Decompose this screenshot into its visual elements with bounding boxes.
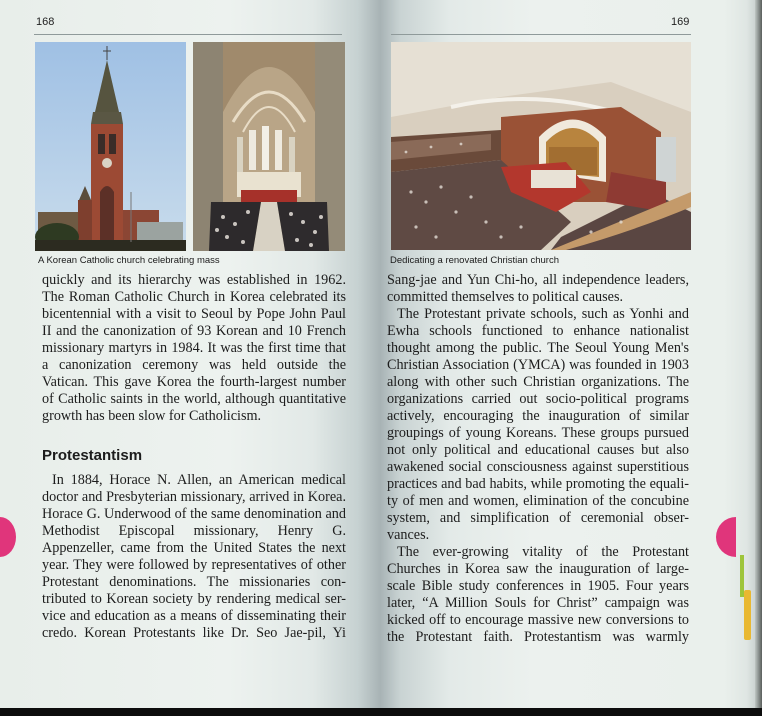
- text-line: The ever-growing vitality of the Protestant: [397, 544, 689, 560]
- text-line: committed themselves to political causes.: [387, 289, 624, 305]
- text-line: kicked off to encourage massive new conversions to: [387, 612, 689, 628]
- text-line: Christian Association (YMCA) was founded in 1903: [387, 357, 689, 373]
- text-line: vances.: [387, 527, 430, 543]
- text-line: The Roman Catholic Church in Korea celebrated its: [42, 289, 346, 305]
- text-line: quickly and its hierarchy was established in 1962.: [42, 272, 346, 288]
- text-line: ty of men and women, elimination of the concubine: [387, 493, 689, 509]
- text-line: missionary martyrs in 1984. It was the first time that: [42, 340, 346, 356]
- text-line: Appenzeller, came from the United States the next: [42, 540, 346, 556]
- cathedral-exterior-image: [35, 42, 186, 251]
- text-line: doctor and Presbyterian missionary, arrived in Korea.: [42, 489, 346, 505]
- text-line: tributed to Korean society by rendering medical ser-: [42, 591, 346, 607]
- text-line: In 1884, Horace N. Allen, an American medical: [52, 472, 346, 488]
- cathedral-interior-image: [193, 42, 345, 251]
- text-line: system, and simplification of ceremonial obser-: [387, 510, 689, 526]
- left-page: [0, 0, 381, 708]
- text-line: the Protestant faith. Protestantism was warmly: [387, 629, 689, 645]
- text-line: thought among the public. The Seoul Young Men's: [387, 340, 689, 356]
- text-line: Methodist Episcopal missionary, Henry G.: [42, 523, 346, 539]
- right-page: [381, 0, 762, 708]
- text-line: awakened social consciousness against superstitious: [387, 459, 689, 475]
- text-line: credo. Korean Protestants like Dr. Seo Jae-pil, Yi: [42, 625, 346, 641]
- section-heading: Protestantism: [42, 447, 143, 464]
- photo-caption: Dedicating a renovated Christian church: [390, 255, 559, 266]
- text-line: groupings of young Koreans. These groups pursued: [387, 425, 689, 441]
- text-line: later, “A Million Souls for Christ” campaign was: [387, 595, 689, 611]
- text-line: not only political and educational causes but also: [387, 442, 689, 458]
- header-rule: [34, 34, 342, 35]
- body-paragraph: [387, 272, 689, 646]
- text-line: Ewha schools functioned to enhance nationalist: [387, 323, 689, 339]
- page-edge: [755, 0, 762, 708]
- text-line: The Protestant private schools, such as Yonhi and: [397, 306, 689, 322]
- text-line: growth has been slow for Catholicism.: [42, 408, 262, 424]
- church-interior-photo: [391, 42, 691, 250]
- text-line: actively, encouraging the inauguration of similar: [387, 408, 689, 424]
- text-line: practices and bad habits, while promoting the equali-: [387, 476, 689, 492]
- page-number: 168: [36, 16, 55, 28]
- page-number: 169: [671, 16, 690, 28]
- text-line: year. They were followed by representatives of other: [42, 557, 346, 573]
- text-line: a canonization ceremony was held outside the: [42, 357, 346, 373]
- cathedral-exterior-photo: [35, 42, 186, 251]
- text-line: Horace G. Underwood of the same denomination and: [42, 506, 346, 522]
- section-tab-marker-yellow: [744, 590, 751, 640]
- text-line: II and the canonization of 93 Korean and 10 French: [42, 323, 346, 339]
- text-line: of Catholic saints in the world, although quantitative: [42, 391, 346, 407]
- text-line: Vatican. This gave Korea the fourth-largest number: [42, 374, 346, 390]
- text-line: organizations carried out socio-political programs: [387, 391, 689, 407]
- church-interior-image: [391, 42, 691, 250]
- text-line: Protestant denominations. The missionaries con-: [42, 574, 346, 590]
- body-paragraph: [42, 472, 346, 642]
- text-line: Sang-jae and Yun Chi-ho, all independence leaders,: [387, 272, 689, 288]
- header-rule: [391, 34, 691, 35]
- text-line: Churches in Korea saw the inauguration of large-: [387, 561, 689, 577]
- text-line: along with other such Christian organizations. The: [387, 374, 689, 390]
- body-paragraph: [42, 272, 346, 425]
- text-line: vice and education as a means of disseminating their: [42, 608, 346, 624]
- cathedral-interior-photo: [193, 42, 345, 251]
- section-tab-marker: [0, 517, 16, 557]
- photo-caption: A Korean Catholic church celebrating mass: [38, 255, 220, 266]
- text-line: bicentennial with a visit to Seoul by Pope John Paul: [42, 306, 346, 322]
- text-line: scale Bible study conferences in 1905. Four years: [387, 578, 689, 594]
